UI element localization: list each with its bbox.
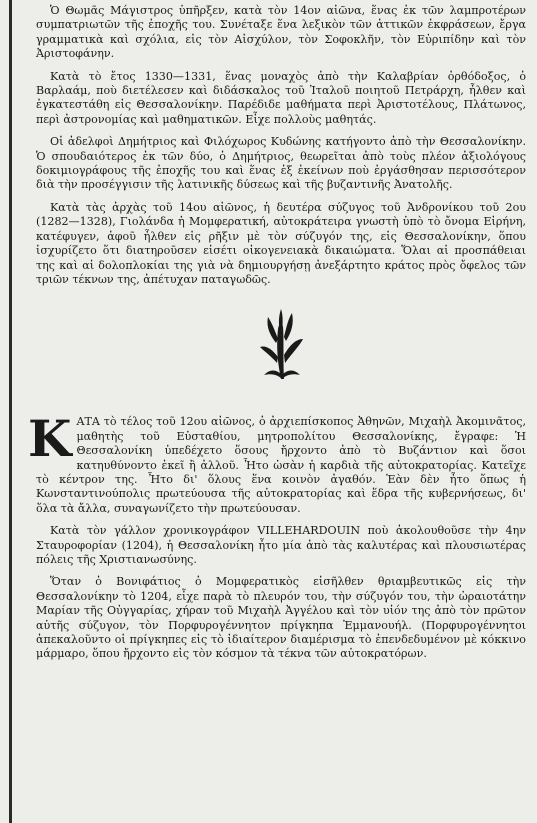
left-column-rule (9, 0, 12, 823)
paragraph-akominatos: ΑΤΑ τὸ τέλος τοῦ 12ου αἰῶνος, ὁ ἀρχιεπίσκοπος Ἀθηνῶν, Μιχαὴλ Ἀκομινᾶτος, μαθητὴς τοῦ Εὐσταθίου, μητροπολίτου Θεσσαλονίκης, ἔγραφε: Ἡ Θεσσαλονίκη ὑπεδέχετο ὅσους ἤρχοντο ἀπὸ τὸ Βυζάντιον καὶ ὅσοι κατηυθύνοντο ἐκεῖ ἢ ἀλλοῦ. Ἦτο ὡσὰν ἡ καρδιὰ τῆς αὐτοκρατορίας. Κατεῖχε τὸ κέντρον της. Ἦτο δι' ὅλους ἕνα κοινὸν ἀγαθόν. Ἐὰν δὲν ἦτο ὅπως ἡ Κωνσταντινούπολις πρωτεύουσα τῆς αὐτοκρατορίας καὶ ἕδρα τῆς κυβερνήσεως, δι' ὅλα τὰ ἄλλα, συναγωνίζετο τὴν πρωτεύουσαν. (36, 415, 526, 515)
dropcap-letter: Κ (28, 409, 72, 469)
paragraph-thomas-magistros: Ὁ Θωμᾶς Μάγιστρος ὑπῆρξεν, κατὰ τὸν 14ον αἰῶνα, ἕνας ἐκ τῶν λαμπροτέρων συμπατριωτῶν τῆς ἐποχῆς του. Συνέταξε ἕνα λεξικὸν τῶν ἀττικῶν ἐκφράσεων, ἔργα γραμματικὰ καὶ σχόλια, εἰς τὸν Αἰσχύλον, τὸν Σοφοκλῆν, τὸν Εὐριπίδην καὶ τὸν Ἀριστοφάνην. (36, 4, 526, 61)
text-column (28, 4, 526, 662)
paragraph-villehardouin: Κατὰ τὸν γάλλον χρονικογράφον VILLEHARDOUIN ποὺ ἀκολουθοῦσε τὴν 4ην Σταυροφορίαν (1204), ἡ Θεσσαλονίκη ἦτο μία ἀπὸ τὰς καλυτέρας καὶ πλουσιωτέρας πόλεις τῆς Χριστιανωσύνης. (36, 524, 526, 566)
paragraph-barlaam: Κατὰ τὸ ἔτος 1330—1331, ἕνας μοναχὸς ἀπὸ τὴν Καλαβρίαν ὀρθόδοξος, ὁ Βαρλαάμ, ποὺ διετέλεσεν καὶ διδάσκαλος τοῦ Ἰταλοῦ ποιητοῦ Πετράρχη, ἦλθεν καὶ ἐγκατεστάθη εἰς Θεσσαλονίκην. Παρέδιδε μαθήματα περὶ Ἀριστοτέλους, Πλάτωνος, περὶ ἀστρονομίας καὶ μαθηματικῶν. Εἶχε πολλοὺς μαθητάς. (36, 69, 526, 126)
fleuron-plant-icon (256, 309, 306, 379)
paragraph-kydones: Οἱ ἀδελφοὶ Δημήτριος καὶ Φιλόχωρος Κυδώνης κατήγοντο ἀπὸ τὴν Θεσσαλονίκην. Ὁ σπουδαιότερος ἐκ τῶν δύο, ὁ Δημήτριος, θεωρεῖται ἀπὸ τοὺς πλέον ἀξιολόγους δοκιμιογράφους τῆς ἐποχῆς του καὶ ἕνας ἐξ ἐκείνων ποὺ ἐργάσθησαν περισσότερον διὰ τὴν προσέγγισιν τῆς λατινικῆς δύσεως καὶ τῆς βυζαντινῆς Ἀνατολῆς. (36, 135, 526, 192)
paragraph-boniface: Ὅταν ὁ Βονιφάτιος ὁ Μομφερατικὸς εἰσῆλθεν θριαμβευτικῶς εἰς τὴν Θεσσαλονίκην τὸ 1204, εἶχε παρὰ τὸ πλευρόν του, τὴν σύζυγόν του, τὴν ὡραιοτάτην Μαρίαν τῆς Οὐγγαρίας, χήραν τοῦ Μιχαὴλ Ἀγγέλου καὶ τὸν υἱόν της ἀπὸ τὸν πρῶτον αὐτῆς σύζυγον, τὸν Πορφυρογέννητον πρίγκηπα Ἐμμανουήλ. (Πορφυρογέννητοι ἀπεκαλοῦντο οἱ πρίγκηπες εἰς τὸ ἰδιαίτερον διαμέρισμα τὸ ἐπενδεδυμένον μὲ κόκκινο μάρμαρο, ὅπου ἤρχοντο εἰς τὸν κόσμον τὰ τέκνα τῶν αὐτοκρατόρων. (36, 575, 526, 661)
paragraph-yolanda: Κατὰ τὰς ἀρχὰς τοῦ 14ου αἰῶνος, ἡ δευτέρα σύζυγος τοῦ Ἀνδρονίκου τοῦ 2ου (1282—1328), Γιολάνδα ἡ Μομφερατική, αὐτοκράτειρα γνωστὴ ὑπὸ τὸ ὄνομα Εἰρήνη, κατέφυγεν, ἀφοῦ ἦλθεν εἰς ρῆξιν μὲ τὸν σύζυγόν της, εἰς Θεσσαλονίκην, ὅπου ἰσχυρίζετο ὅτι διατηροῦσεν εἰσέτι οἰκογενειακὰ δικαιώματα. Ὅλαι αἱ προσπάθειαι της καὶ αἱ δολοπλοκίαι της γιὰ νὰ δημιουργήσῃ ἀνεξάρτητο κράτος πρὸς ὄφελος τῶν τριῶν τέκνων της, ἀπέτυχαν παταγωδῶς. (36, 200, 526, 286)
article-section (28, 409, 526, 662)
